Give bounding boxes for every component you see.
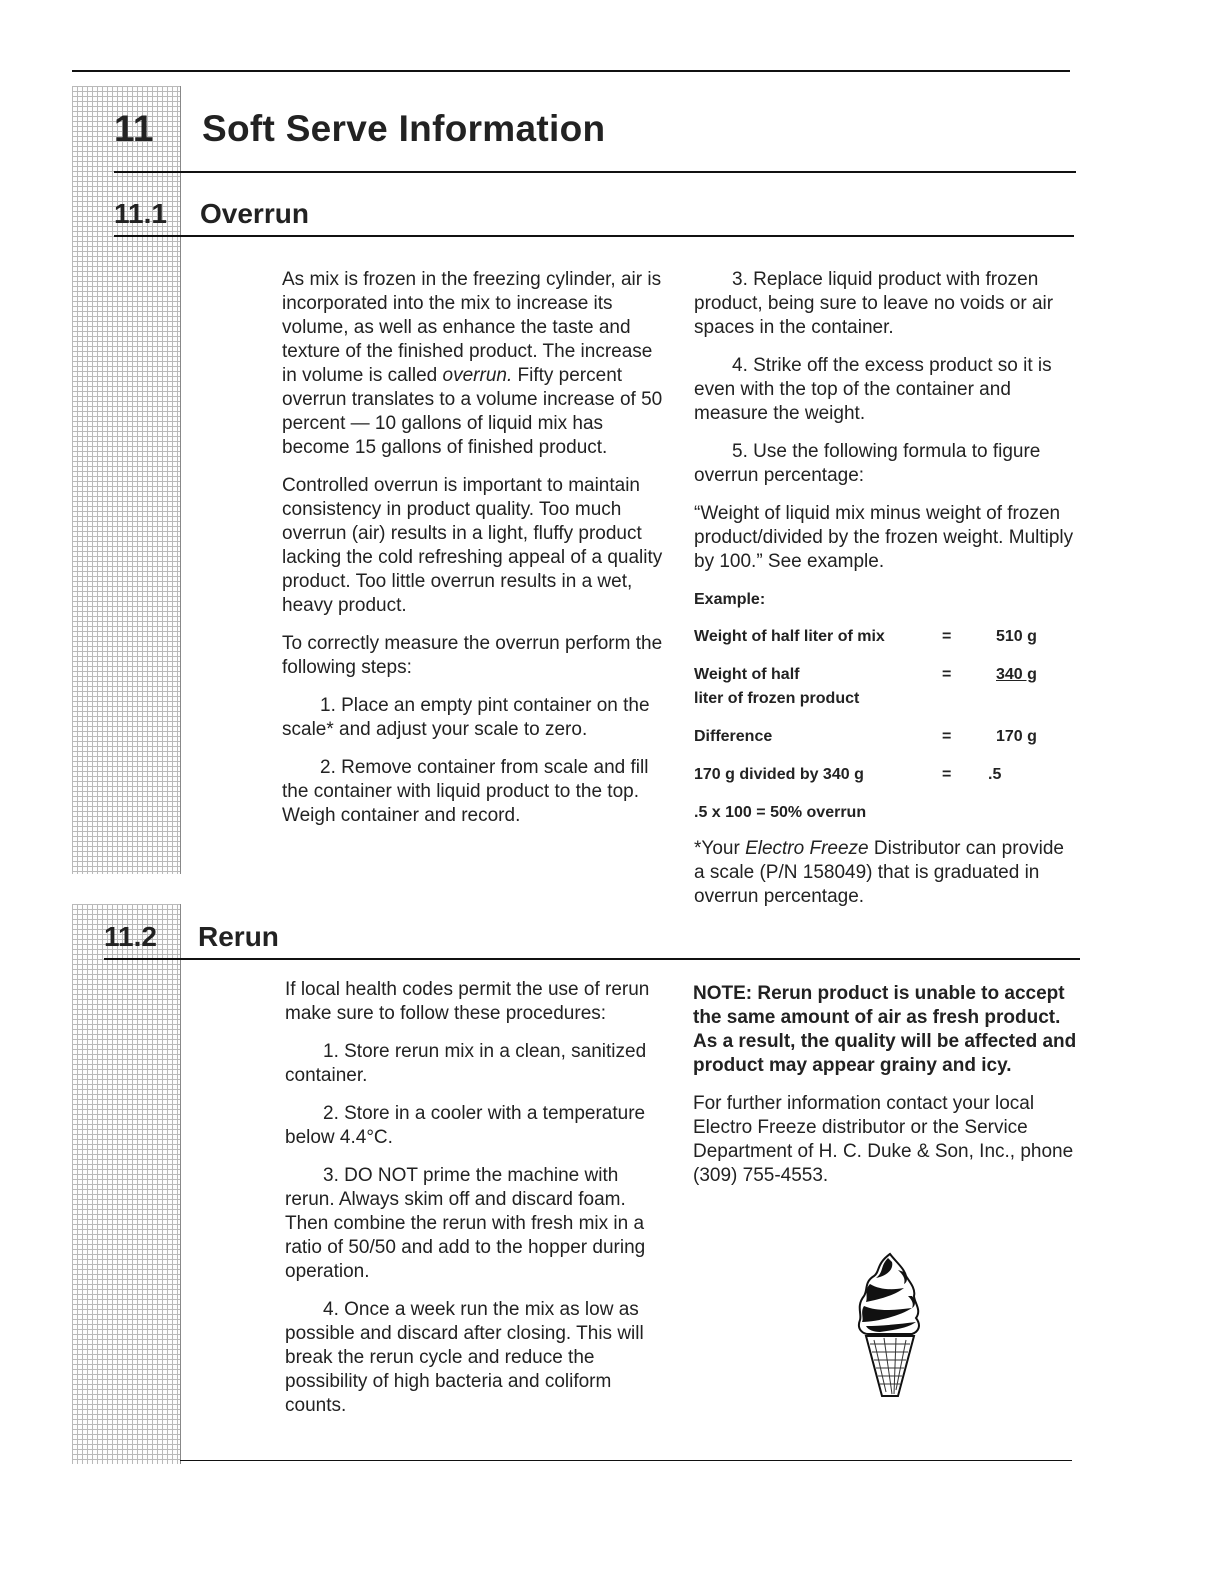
grid-strip-bottom [72,904,181,1464]
rerun-step-3: 3. DO NOT prime the machine with rerun. Always skim off and discard foam. Then combine the rerun with fresh mix in a ratio of 50/50 and add to the hopper during operation. [285,1165,646,1282]
example-value: 510 g [996,628,1037,645]
example-title: Example: [694,591,766,608]
overrun-intro-text-cont: Fifty percent overrun translates to a volume increase of 50 percent — 10 gallons of liquid mix has become 15 gallons of finished product. [282,365,663,458]
contact-paragraph: For further information contact your local Electro Freeze distributor or the Service Department of H. C. Duke & Son, Inc., phone (309) 755-4553. [693,1093,1074,1186]
section2-title: Rerun [198,921,279,952]
example-label-line2: liter of frozen product [694,690,860,707]
step-5: 5. Use the following formula to figure overrun percentage: [694,441,1041,486]
rerun-step-2: 2. Store in a cooler with a temperature below 4.4°C. [285,1103,646,1148]
overrun-intro-text: As mix is frozen in the freezing cylinder, air is incorporated into the mix to increase its volume, as well as enhance the taste and texture of the finished product. The increase in volume is called [282,269,662,386]
example-value: 340 g [996,666,1037,683]
section2-rule [104,958,1080,960]
section1-right-column [694,268,1076,923]
example-label: Weight of half liter of mix [694,628,885,645]
section2-left-column [285,978,669,1432]
chapter-rule [114,171,1076,173]
note-text: : Rerun product is unable to accept the same amount of air as fresh product. As a result, the quality will be affected and product may appear grainy and icy. [693,983,1077,1076]
note-label: NOTE [693,983,746,1004]
chapter-title: Soft Serve Information [202,108,606,149]
rerun-intro-paragraph: If local health codes permit the use of rerun make sure to follow these procedures: [285,979,650,1024]
section1-rule [114,235,1074,237]
example-label: 170 g divided by 340 g [694,766,864,783]
ice-cream-cone-icon [850,1250,930,1400]
section1-heading [114,198,309,230]
step-1: 1. Place an empty pint container on the scale* and adjust your scale to zero. [282,695,650,740]
controlled-overrun-paragraph: Controlled overrun is important to maintain consistency in product quality. Too much overrun (air) results in a light, fluffy product lacking the cold refreshing appeal of a quality product. Too little overrun results in a wet, heavy product. [282,475,663,616]
footnote-text-cont: Distributor can provide a scale (P/N 158049) that is graduated in overrun percentage. [694,838,1064,907]
rerun-note [693,982,1079,1078]
measure-intro-paragraph: To correctly measure the overrun perform the following steps: [282,633,663,678]
example-block [694,588,1076,825]
section2-right-column [693,982,1079,1202]
example-label [694,663,942,711]
bottom-rule [180,1460,1072,1461]
section1-number: 11.1 [114,198,167,229]
step-4: 4. Strike off the excess product so it is even with the top of the container and measure the weight. [694,355,1052,424]
section2-heading [104,921,279,953]
section1-left-column [282,268,666,842]
section2-number: 11.2 [104,921,157,952]
rerun-step-1: 1. Store rerun mix in a clean, sanitized container. [285,1041,647,1086]
overrun-term: overrun. [442,365,513,386]
example-result: .5 x 100 = 50% overrun [694,804,867,821]
example-value: .5 [988,766,1002,783]
footnote-text: *Your [694,838,746,859]
example-row [694,725,1076,749]
step-3: 3. Replace liquid product with frozen product, being sure to leave no voids or air spaces in the container. [694,269,1054,338]
example-equals: = [942,766,952,783]
chapter-number: 11 [114,108,154,149]
example-label-line1: Weight of half [694,666,800,683]
brand-name: Electro Freeze [745,838,869,859]
example-label: Difference [694,728,773,745]
rerun-step-4: 4. Once a week run the mix as low as possible and discard after closing. This will break the rerun cycle and reduce the possibility of high bacteria and coliform counts. [285,1299,644,1416]
top-rule [72,70,1070,72]
example-row [694,763,1076,787]
example-equals: = [942,728,952,745]
example-row [694,625,1076,649]
example-row [694,663,1076,711]
example-equals: = [942,628,952,645]
formula-paragraph: “Weight of liquid mix minus weight of frozen product/divided by the frozen weight. Multiply by 100.” See example. [694,503,1074,572]
overrun-intro-paragraph [282,268,666,460]
example-equals: = [942,666,952,683]
scale-footnote [694,837,1076,909]
chapter-heading [114,108,605,150]
step-2: 2. Remove container from scale and fill the container with liquid product to the top. Weigh container and record. [282,757,649,826]
example-value: 170 g [996,728,1037,745]
section1-title: Overrun [200,198,309,229]
